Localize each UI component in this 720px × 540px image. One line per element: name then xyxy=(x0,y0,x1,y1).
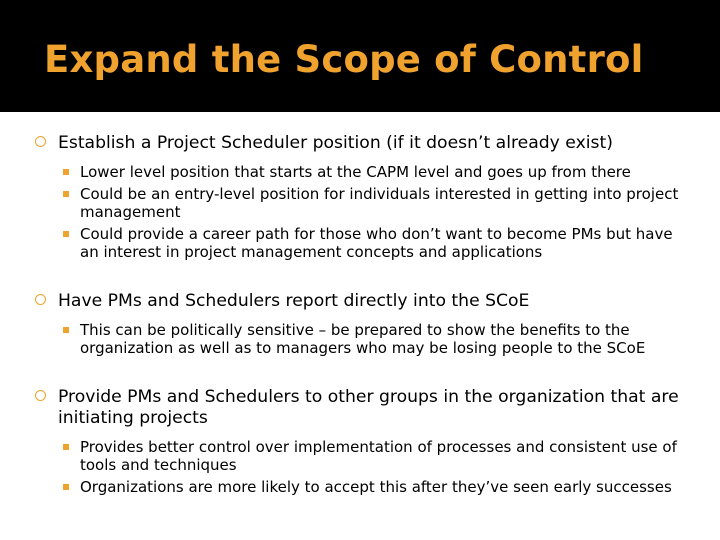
sub-bullet xyxy=(0,438,720,474)
square-bullet-icon xyxy=(63,169,69,175)
sub-bullet-text: This can be politically sensitive – be prepared to show the benefits to the organization as well as to managers who may be losing people to the SCoE xyxy=(80,321,646,357)
circle-bullet-icon xyxy=(35,390,46,401)
square-bullet-icon xyxy=(63,444,69,450)
slide-title: Expand the Scope of Control xyxy=(44,38,644,81)
bullet-2 xyxy=(0,291,720,312)
bullet-1 xyxy=(0,133,720,154)
sub-bullet xyxy=(0,163,720,181)
sub-bullet-text: Could provide a career path for those who don’t want to become PMs but have an interest in project management concepts and applications xyxy=(80,225,673,261)
sub-bullet-text: Lower level position that starts at the CAPM level and goes up from there xyxy=(80,163,631,181)
bullet-text: Provide PMs and Schedulers to other groups in the organization that are initiating projects xyxy=(58,387,679,428)
title-bar xyxy=(0,0,720,112)
square-bullet-icon xyxy=(63,484,69,490)
sub-bullet xyxy=(0,225,720,261)
sub-bullet xyxy=(0,321,720,357)
bullet-3 xyxy=(0,387,720,429)
sub-bullet-text: Organizations are more likely to accept this after they’ve seen early successes xyxy=(80,478,672,496)
slide-body xyxy=(0,128,720,496)
bullet-text: Establish a Project Scheduler position (if it doesn’t already exist) xyxy=(58,133,613,153)
sub-bullet xyxy=(0,478,720,496)
sub-bullet-text: Provides better control over implementation of processes and consistent use of tools and techniques xyxy=(80,438,677,474)
circle-bullet-icon xyxy=(35,136,46,147)
bullet-text: Have PMs and Schedulers report directly into the SCoE xyxy=(58,291,530,311)
square-bullet-icon xyxy=(63,191,69,197)
square-bullet-icon xyxy=(63,327,69,333)
sub-bullet-text: Could be an entry-level position for individuals interested in getting into project management xyxy=(80,185,679,221)
circle-bullet-icon xyxy=(35,294,46,305)
square-bullet-icon xyxy=(63,231,69,237)
sub-bullet xyxy=(0,185,720,221)
